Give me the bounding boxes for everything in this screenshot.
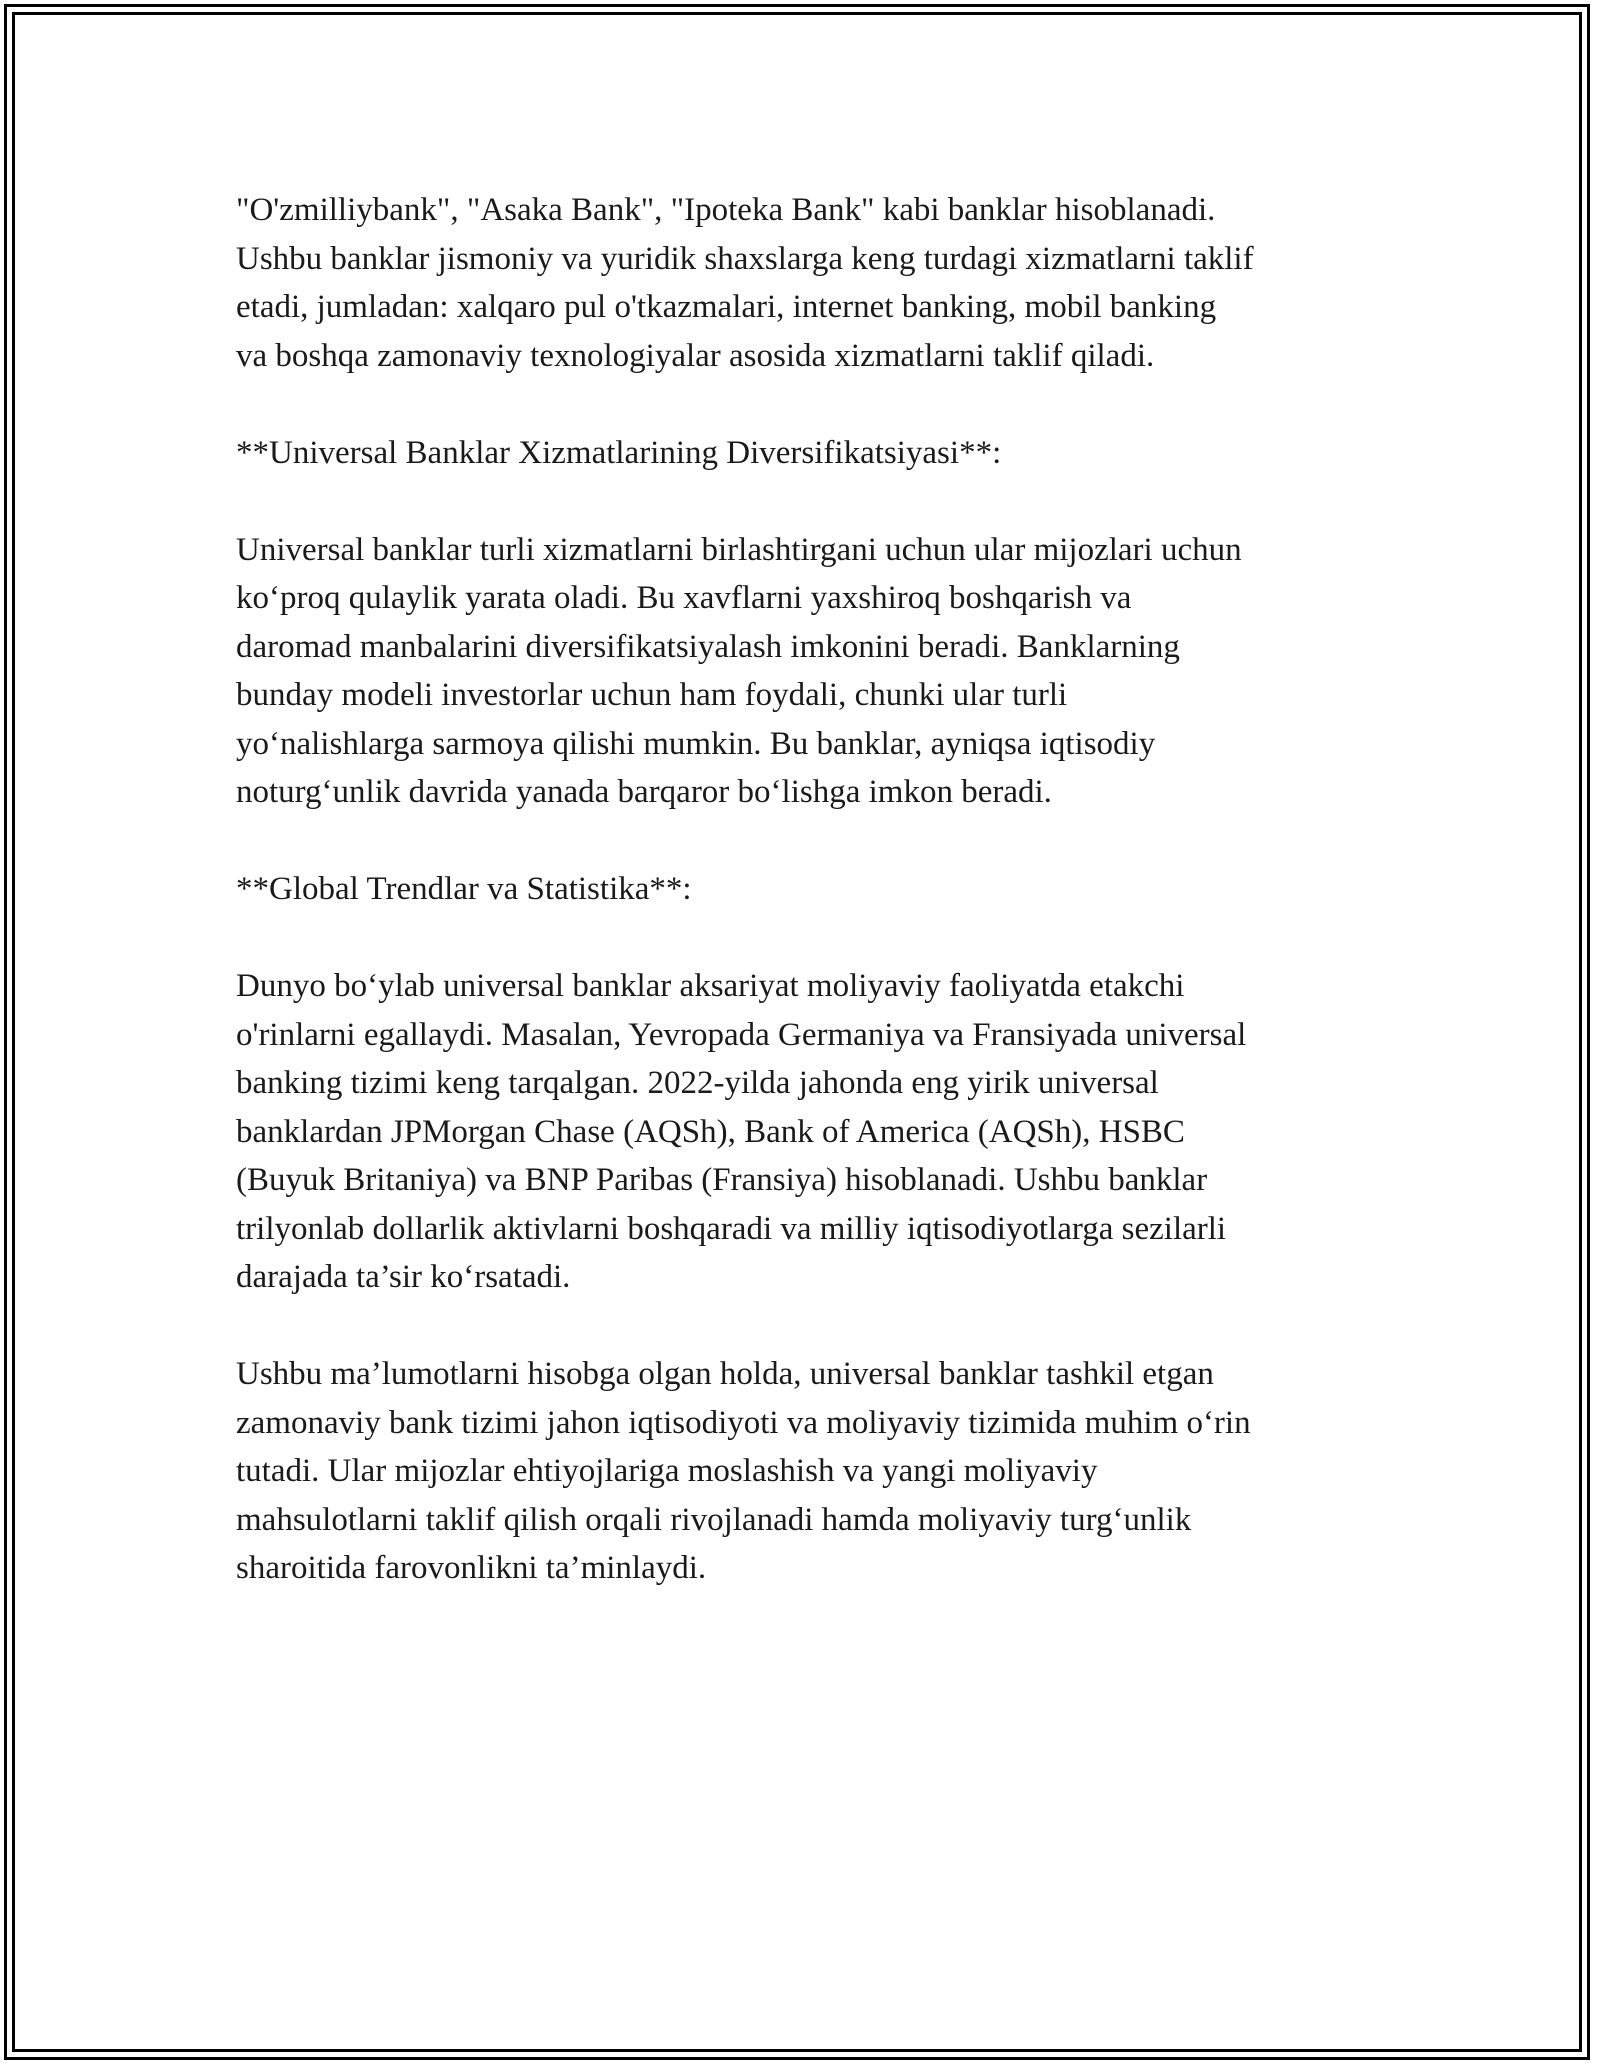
section-heading: **Global Trendlar va Statistika**: [236,871,692,907]
text-line: yo‘nalishlarga sarmoya qilishi mumkin. Bu banklar, ayniqsa iqtisodiy [236,725,1156,762]
paragraph-banks-uzbekistan [236,186,1396,380]
text-line: Ushbu banklar jismoniy va yuridik shaxslarga keng turdagi xizmatlarni taklif [236,240,1254,277]
heading-global-trends [236,865,1396,914]
text-line: noturg‘unlik davrida yanada barqaror bo‘lishga imkon beradi. [236,774,1052,810]
text-line: Ushbu ma’lumotlarni hisobga olgan holda, universal banklar tashkil etgan [236,1356,1214,1392]
text-line: trilyonlab dollarlik aktivlarni boshqaradi va milliy iqtisodiyotlarga sezilarli [236,1210,1227,1247]
text-line: sharoitida farovonlikni ta’minlaydi. [236,1550,707,1586]
text-line: va boshqa zamonaviy texnologiyalar asosida xizmatlarni taklif qiladi. [236,337,1155,374]
text-line: ko‘proq qulaylik yarata oladi. Bu xavflarni yaxshiroq boshqarish va [236,580,1132,616]
text-line: o'rinlarni egallaydi. Masalan, Yevropada Germaniya va Fransiyada universal [236,1016,1247,1053]
text-line: bunday modeli investorlar uchun ham foydali, chunki ular turli [236,677,1068,713]
text-line: banklardan JPMorgan Chase (AQSh), Bank of America (AQSh), HSBC [236,1113,1185,1150]
text-line: Dunyo bo‘ylab universal banklar aksariyat moliyaviy faoliyatda etakchi [236,968,1185,1004]
text-line: etadi, jumladan: xalqaro pul o'tkazmalari, internet banking, mobil banking [236,289,1217,325]
text-line: zamonaviy bank tizimi jahon iqtisodiyoti va moliyaviy tizimida muhim o‘rin [236,1404,1251,1441]
text-line: Universal banklar turli xizmatlarni birlashtirgani uchun ular mijozlari uchun [236,531,1242,568]
document-body [236,186,1396,1641]
text-line: banking tizimi keng tarqalgan. 2022-yilda jahonda eng yirik universal [236,1065,1159,1101]
section-heading: **Universal Banklar Xizmatlarining Diversifikatsiyasi**: [236,434,1002,471]
text-line: mahsulotlarni taklif qilish orqali rivojlanadi hamda moliyaviy turg‘unlik [236,1501,1192,1538]
text-line: (Buyuk Britaniya) va BNP Paribas (Fransiya) hisoblanadi. Ushbu banklar [236,1162,1208,1198]
heading-diversification [236,429,1396,478]
text-line: "O'zmilliybank", "Asaka Bank", "Ipoteka Bank" kabi banklar hisoblanadi. [236,192,1216,228]
paragraph-global-trends [236,962,1396,1302]
paragraph-diversification [236,526,1396,817]
text-line: darajada ta’sir ko‘rsatadi. [236,1259,571,1295]
text-line: daromad manbalarini diversifikatsiyalash imkonini beradi. Banklarning [236,628,1180,665]
text-line: tutadi. Ular mijozlar ehtiyojlariga moslashish va yangi moliyaviy [236,1453,1098,1489]
paragraph-conclusion [236,1350,1396,1593]
